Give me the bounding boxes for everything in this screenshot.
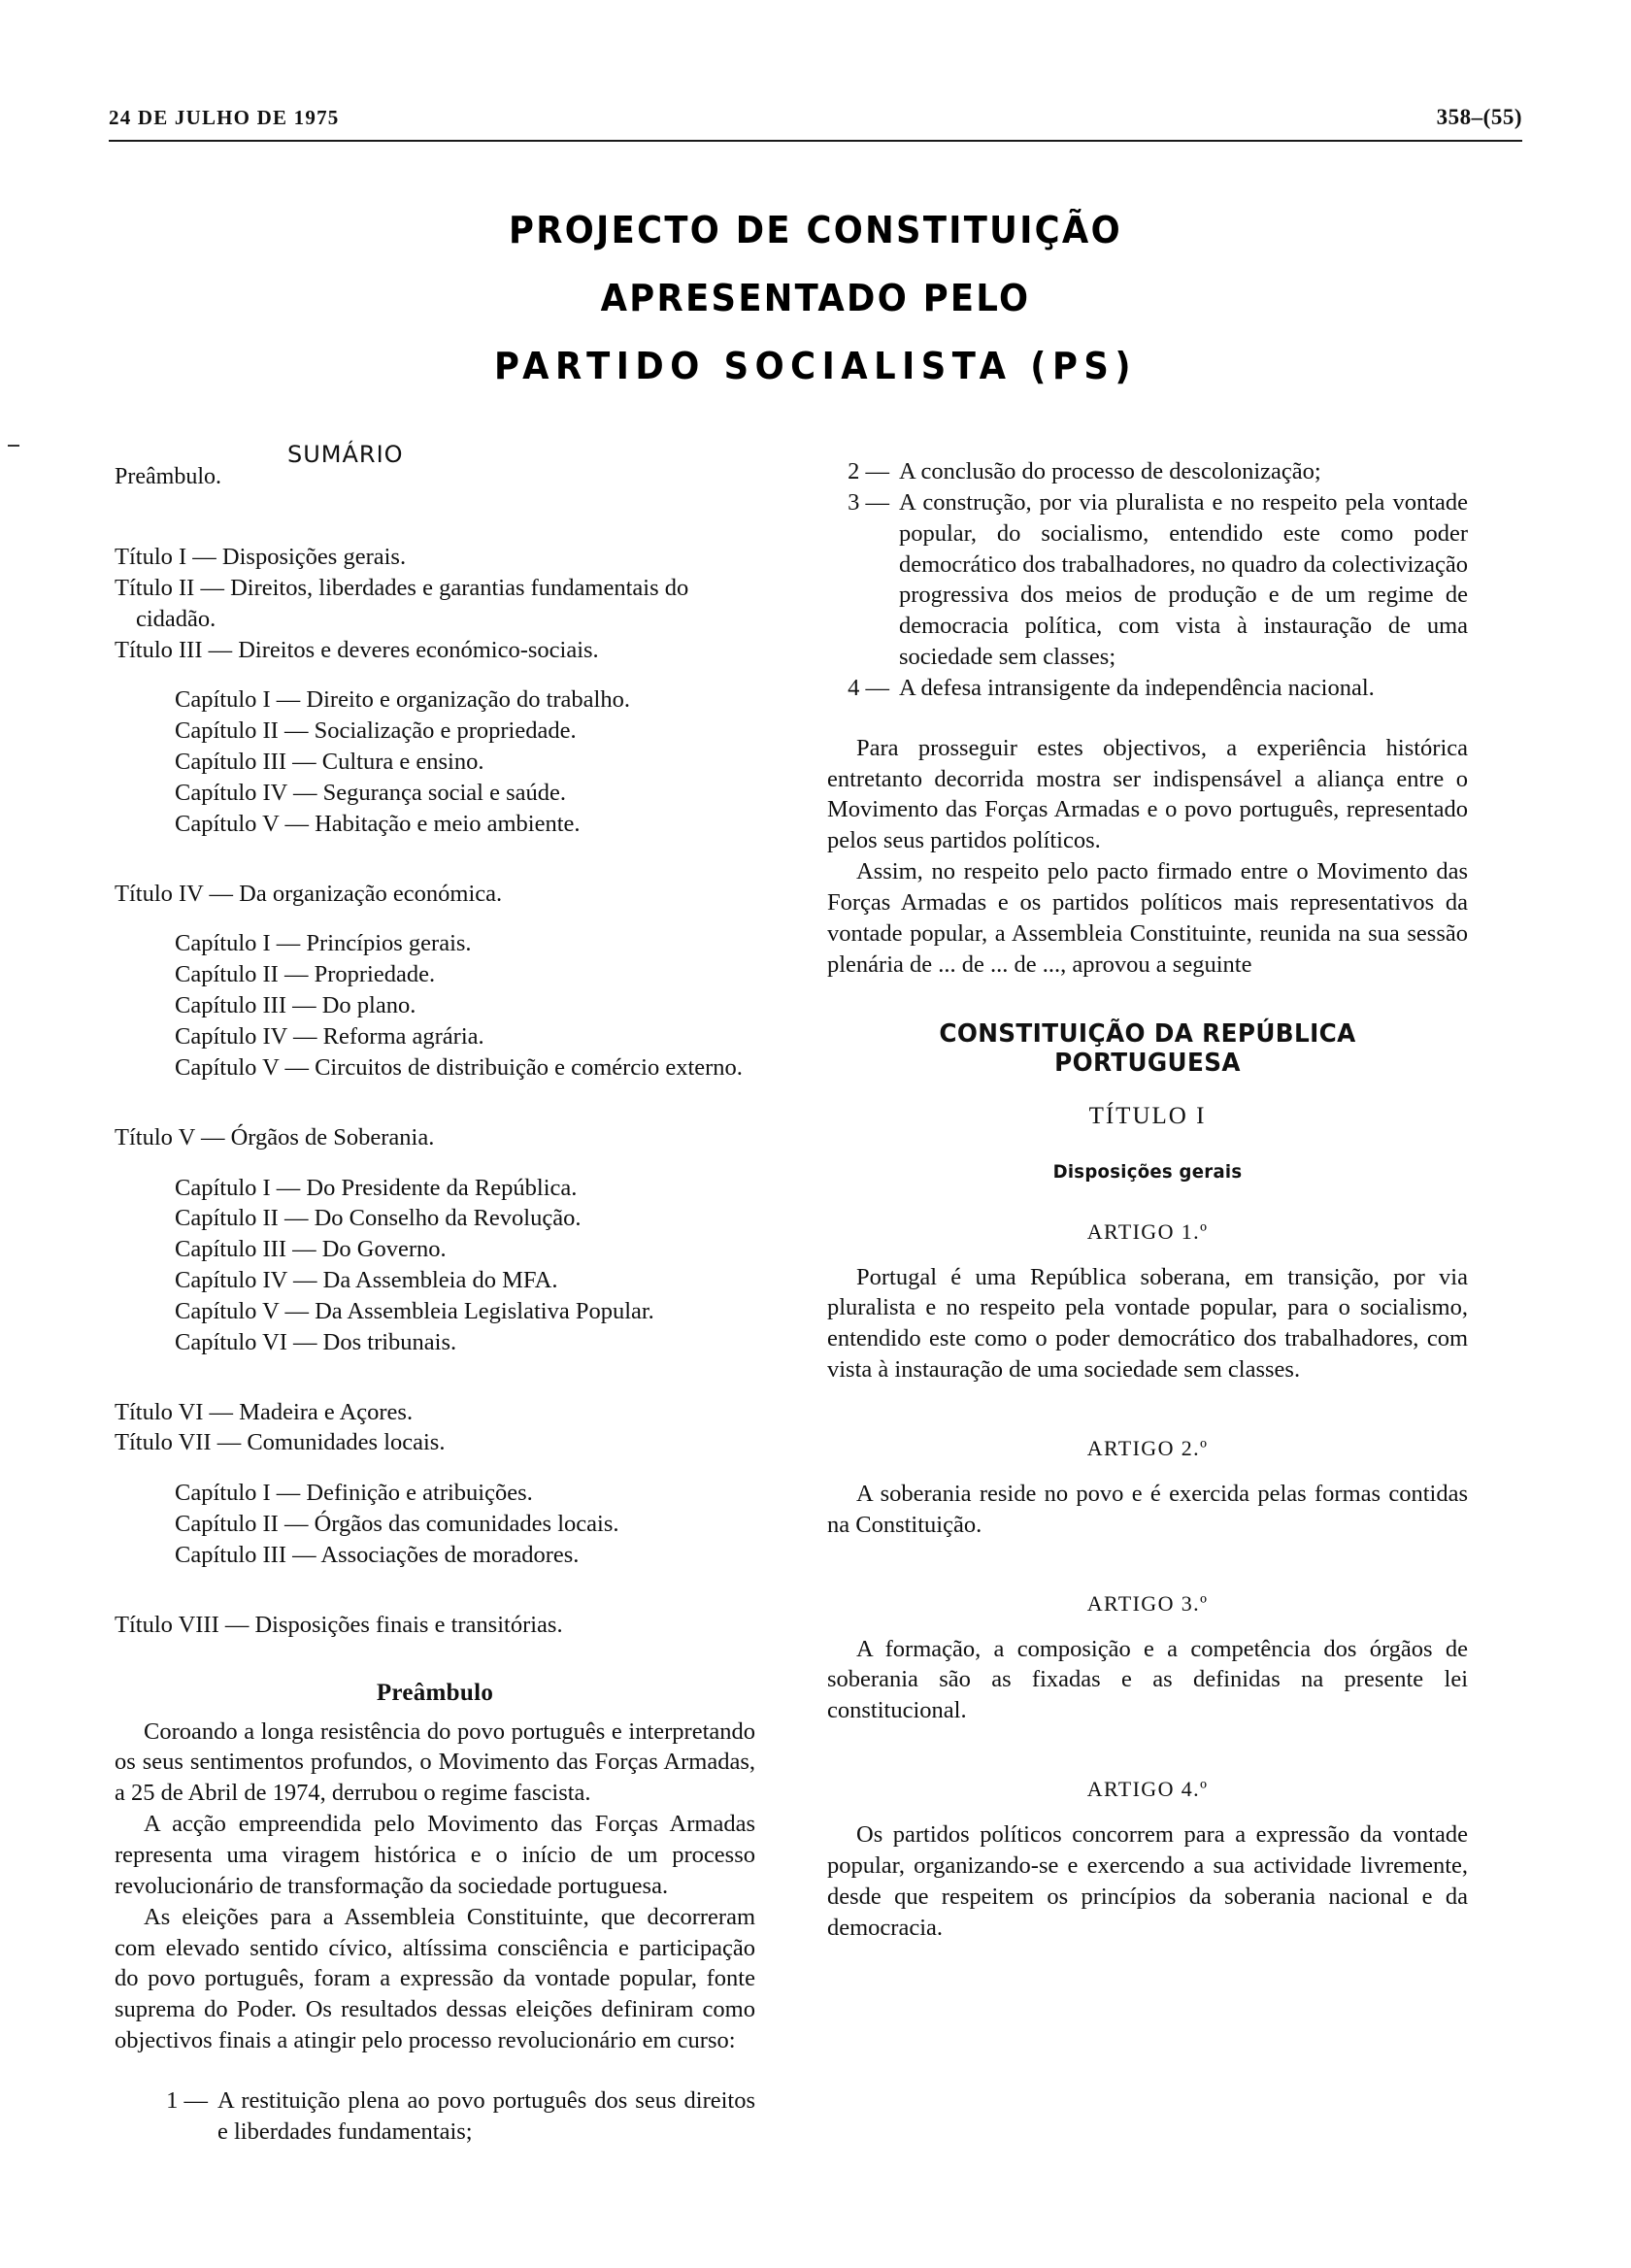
objectives-list-continued [827, 456, 1468, 704]
toc-capitulo: Capítulo IV — Da Assembleia do MFA. [175, 1267, 558, 1294]
running-head [109, 105, 1522, 130]
summary-heading: SUMÁRIO [287, 441, 404, 468]
toc-capitulo: Capítulo III — Do Governo. [175, 1236, 447, 1263]
toc-capitulo: Capítulo I — Definição e atribuições. [175, 1480, 533, 1507]
toc-capitulo: Capítulo III — Associações de moradores. [175, 1541, 580, 1568]
article-label: ARTIGO 2.º [1086, 1435, 1209, 1460]
list-item-text: A restituição plena ao povo português dos seus direitos e liberdades fundamentais; [217, 2086, 755, 2145]
article-label: ARTIGO 3.º [1086, 1590, 1209, 1616]
summary-header [115, 441, 755, 497]
toc-capitulo: Capítulo IV — Reforma agrária. [175, 1022, 484, 1050]
list-item-text: A construção, por via pluralista e no respeito pela vontade popular, do socialismo, entendido este como poder democrático dos trabalhadores, no quadro da colectivização progressiva dos meios de produção e de um regime de democracia política, com vista à instauração de uma sociedade sem classes; [899, 488, 1468, 671]
preambulo-paragraph: Assim, no respeito pelo pacto firmado entre o Movimento das Forças Armadas e os partidos políticos mais representativos da vontade popular, a Assembleia Constituinte, reunida na sua sessão plenária de ... de ... de ..., aprovou a seguinte [827, 858, 1468, 978]
toc-capitulo: Capítulo IV — Segurança social e saúde. [175, 779, 567, 806]
toc-titulo: Título IV — Da organização económica. [115, 880, 503, 907]
toc-titulo: Título III — Direitos e deveres económico-sociais. [115, 636, 599, 663]
preambulo-paragraph: Coroando a longa resistência do povo português e interpretando os seus sentimentos profundos, o Movimento das Forças Armadas, a 25 de Abril de 1974, derrubou o regime fascista. [115, 1718, 755, 1807]
article-text: A formação, a composição e a competência dos órgãos de soberania são as fixadas e as definidas na presente lei constitucional. [827, 1635, 1468, 1724]
constitution-title: CONSTITUIÇÃO DA REPÚBLICA PORTUGUESA [939, 1018, 1356, 1078]
title-line-1: PROJECTO DE CONSTITUIÇÃO [509, 209, 1122, 251]
table-of-contents [115, 542, 755, 1641]
toc-capitulo: Capítulo III — Do plano. [175, 992, 416, 1019]
toc-capitulo: Capítulo II — Órgãos das comunidades locais. [175, 1511, 619, 1538]
page-folio: 358–(55) [1436, 105, 1522, 129]
toc-titulo: Título II — Direitos, liberdades e garantias fundamentais do cidadão. [115, 574, 689, 632]
preambulo-paragraph: As eleições para a Assembleia Constituinte, que decorreram com elevado sentido cívico, altíssima consciência e participação do povo português, foram a expressão da vontade popular, fonte suprema do Poder. Os resultados dessas eleições definiram como objectivos finais a atingir pelo processo revolucionário em curso: [115, 1903, 755, 2054]
list-item [827, 673, 1468, 704]
summary-preambulo-ref: Preâmbulo. [115, 464, 221, 489]
toc-capitulo: Capítulo II — Socialização e propriedade. [175, 717, 577, 745]
list-item [827, 487, 1468, 673]
list-item-number: 2 — [848, 458, 889, 484]
article-text: Portugal é uma República soberana, em transição, por via pluralista e no respeito pela vontade popular, para o socialismo, entendido este como o poder democrático dos trabalhadores, com vista à instauração de uma sociedade sem classes. [827, 1263, 1468, 1384]
toc-capitulo: Capítulo III — Cultura e ensino. [175, 749, 484, 776]
toc-capitulo: Capítulo II — Propriedade. [175, 961, 436, 988]
objectives-list [115, 2085, 755, 2148]
list-item-number: 3 — [848, 488, 889, 516]
preambulo-heading: Preâmbulo [376, 1679, 494, 1706]
toc-titulo: Título VI — Madeira e Açores. [115, 1398, 414, 1425]
constitution-titulo: TÍTULO I [1088, 1102, 1207, 1129]
toc-titulo: Título I — Disposições gerais. [115, 544, 407, 570]
article-label: ARTIGO 4.º [1086, 1777, 1209, 1802]
list-item-text: A conclusão do processo de descolonização; [899, 458, 1321, 484]
header-rule [109, 140, 1522, 142]
right-column [827, 456, 1468, 1943]
toc-titulo: Título V — Órgãos de Soberania. [115, 1123, 435, 1151]
title-line-2: APRESENTADO PELO [600, 277, 1031, 319]
article-label: ARTIGO 1.º [1086, 1218, 1209, 1244]
toc-capitulo: Capítulo VI — Dos tribunais. [175, 1328, 457, 1355]
article-text: A soberania reside no povo e é exercida pelas formas contidas na Constituição. [827, 1480, 1468, 1538]
title-line-3: PARTIDO SOCIALISTA (PS) [493, 345, 1138, 387]
toc-capitulo: Capítulo V — Circuitos de distribuição e comércio externo. [175, 1053, 743, 1081]
list-item-text: A defesa intransigente da independência nacional. [899, 674, 1375, 701]
preambulo-paragraph: A acção empreendida pelo Movimento das Forças Armadas representa uma viragem histórica e o início de um processo revolucionário de transformação da sociedade portuguesa. [115, 1811, 755, 1899]
toc-capitulo: Capítulo II — Do Conselho da Revolução. [175, 1205, 582, 1232]
issue-date: 24 DE JULHO DE 1975 [109, 106, 340, 129]
list-item [827, 456, 1468, 487]
constitution-subtitle: Disposições gerais [1052, 1160, 1243, 1183]
toc-titulo: Título VII — Comunidades locais. [115, 1429, 446, 1456]
list-item-number: 4 — [848, 674, 889, 701]
toc-capitulo: Capítulo I — Do Presidente da República. [175, 1174, 578, 1201]
preambulo-paragraph: Para prosseguir estes objectivos, a experiência histórica entretanto decorrida mostra ser indispensável a aliança entre o Movimento das Forças Armadas e o povo português, representado pelos seus partidos políticos. [827, 734, 1468, 854]
toc-titulo: Título VIII — Disposições finais e transitórias. [115, 1611, 563, 1638]
margin-tick-mark [8, 445, 19, 447]
list-item-number: 1 — [166, 2086, 208, 2114]
toc-capitulo: Capítulo I — Direito e organização do trabalho. [175, 686, 630, 714]
list-item [115, 2085, 755, 2148]
page-title [109, 209, 1522, 387]
left-column [115, 441, 755, 2148]
toc-capitulo: Capítulo V — Habitação e meio ambiente. [175, 810, 581, 837]
toc-capitulo: Capítulo I — Princípios gerais. [175, 930, 472, 957]
article-text: Os partidos políticos concorrem para a expressão da vontade popular, organizando-se e exercendo a sua actividade livremente, desde que respeitem os princípios da soberania nacional e da democracia. [827, 1821, 1468, 1941]
toc-capitulo: Capítulo V — Da Assembleia Legislativa Popular. [175, 1297, 654, 1324]
